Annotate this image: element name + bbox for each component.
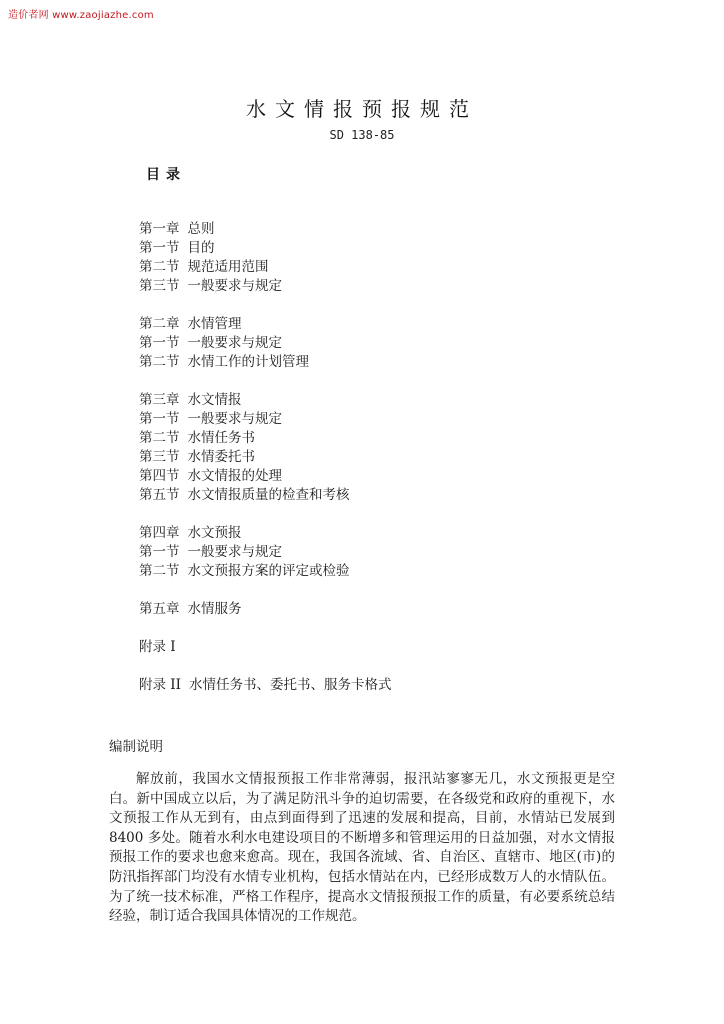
- toc-entry-number: 第一节: [139, 335, 180, 351]
- toc-entry: [139, 410, 639, 429]
- toc-entry-label: 水情任务书: [187, 430, 255, 446]
- toc-entry-label: 水情工作的计划管理: [187, 354, 309, 370]
- toc-group: [139, 600, 639, 619]
- toc-entry: [139, 239, 639, 258]
- toc-entry-label: 一般要求与规定: [187, 544, 282, 560]
- toc-entry: [139, 524, 639, 543]
- toc-entry-label: 规范适用范围: [187, 259, 269, 275]
- toc-entry-label: 一般要求与规定: [187, 411, 282, 427]
- toc-entry: [139, 315, 639, 334]
- toc-entry-label: 水文情报: [187, 392, 242, 408]
- toc-entry: [139, 638, 639, 657]
- toc-entry-label: 总则: [187, 221, 215, 237]
- toc-group: [139, 220, 639, 296]
- toc-entry: [139, 353, 639, 372]
- toc-entry: [139, 486, 639, 505]
- toc-entry-number: 第四章: [139, 525, 180, 541]
- toc-entry-number: 第一节: [139, 411, 180, 427]
- compilation-paragraph: 解放前，我国水文情报预报工作非常薄弱，报汛站寥寥无几，水文预报更是空白。新中国成立以后，为了满足防汛斗争的迫切需要，在各级党和政府的重视下，水文预报工作从无到有，由点到面得到了迅速的发展和提高，目前，水情站已发展到8400 多处。随着水利水电建设项目的不断增多和管理运用的日益加强，对水文情报预报工作的要求也愈来愈高。现在，我国各流域、省、自治区、直辖市、地区(市)的防汛指挥部门均没有水情专业机构，包括水情站在内，已经形成数万人的水情队伍。为了统一技术标准，严格工作程序，提高水文情报预报工作的质量，有必要系统总结经验，制订适合我国具体情况的工作规范。: [109, 771, 615, 925]
- toc-entry-number: 第二节: [139, 354, 180, 370]
- toc-entry-number: 第一节: [139, 544, 180, 560]
- toc-entry: [139, 600, 639, 619]
- standard-code: SD 138-85: [329, 128, 395, 142]
- toc-group: [139, 676, 639, 695]
- toc-entry: [139, 429, 639, 448]
- toc-entry-number: 第三节: [139, 449, 180, 465]
- toc-entry-label: 水情服务: [187, 601, 242, 617]
- toc-entry-label: 目的: [187, 240, 215, 256]
- toc-entry: [139, 258, 639, 277]
- toc-entry: [139, 543, 639, 562]
- toc-entry-label: 水文情报质量的检查和考核: [187, 487, 350, 503]
- toc-entry-number: 附录 I: [139, 639, 176, 655]
- document-title: 水文情报预报规范: [246, 97, 478, 121]
- toc-entry-number: 第一章: [139, 221, 180, 237]
- toc-entry-number: 第二节: [139, 563, 180, 579]
- toc-entry-label: 水文情报的处理: [187, 468, 282, 484]
- toc-group: [139, 638, 639, 657]
- toc-entry-label: 水情任务书、委托书、服务卡格式: [188, 677, 392, 693]
- toc-entry-number: 第二章: [139, 316, 180, 332]
- toc-entry-number: 第三节: [139, 278, 180, 294]
- toc-entry: [139, 467, 639, 486]
- toc-entry-label: 一般要求与规定: [187, 278, 282, 294]
- toc-entry-number: 第四节: [139, 468, 180, 484]
- toc-entry-label: 水情管理: [187, 316, 242, 332]
- toc-group: [139, 391, 639, 505]
- toc-entry-label: 水文预报: [187, 525, 242, 541]
- toc-entry: [139, 676, 639, 695]
- toc-group: [139, 315, 639, 372]
- toc-entry-number: 第三章: [139, 392, 180, 408]
- toc-entry: [139, 448, 639, 467]
- toc-entry: [139, 562, 639, 581]
- toc-entry-number: 附录 II: [139, 677, 181, 693]
- toc-entry-label: 水文预报方案的评定或检验: [187, 563, 350, 579]
- table-of-contents: [139, 220, 639, 714]
- toc-group: [139, 524, 639, 581]
- watermark-text: 造价者网 www.zaojiazhe.com: [8, 10, 154, 21]
- toc-entry: [139, 277, 639, 296]
- toc-entry: [139, 334, 639, 353]
- toc-entry-label: 水情委托书: [187, 449, 255, 465]
- toc-entry-number: 第二节: [139, 259, 180, 275]
- toc-entry-number: 第五节: [139, 487, 180, 503]
- toc-heading: 目录: [146, 167, 186, 183]
- toc-entry-number: 第五章: [139, 601, 180, 617]
- compilation-heading: 编制说明: [109, 739, 163, 755]
- toc-entry-number: 第二节: [139, 430, 180, 446]
- toc-entry: [139, 391, 639, 410]
- toc-entry-number: 第一节: [139, 240, 180, 256]
- toc-entry: [139, 220, 639, 239]
- toc-entry-label: 一般要求与规定: [187, 335, 282, 351]
